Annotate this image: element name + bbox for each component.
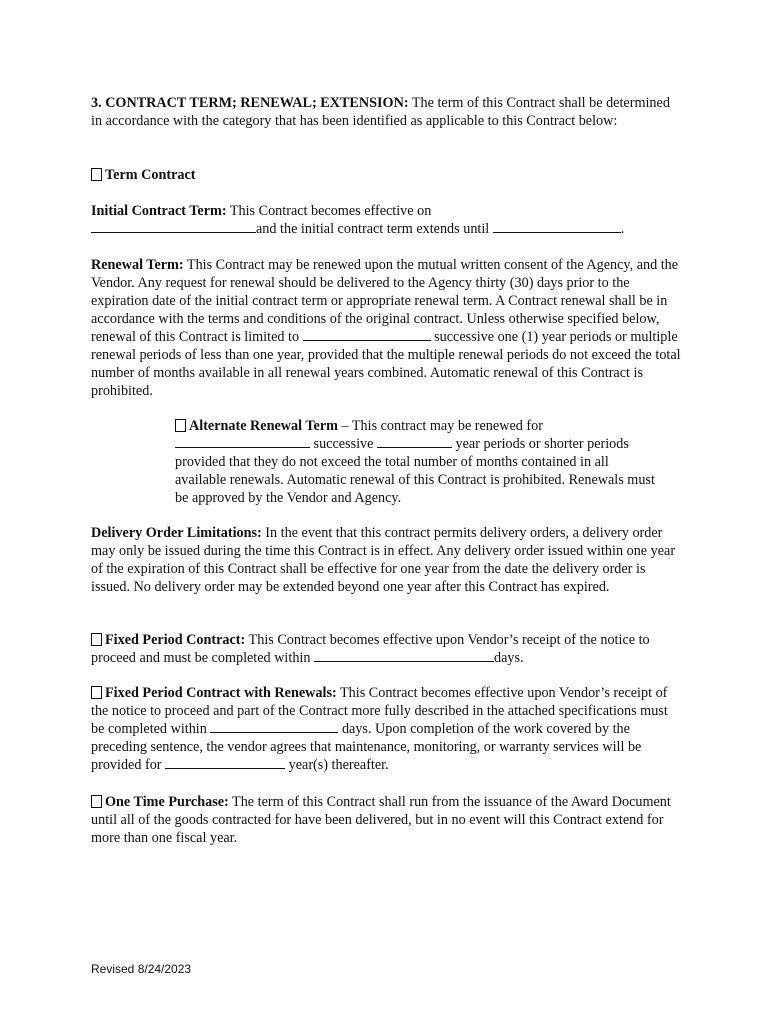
warranty-years-field[interactable] bbox=[165, 756, 285, 769]
renewal-term-text-a: This Contract may be renewed upon the mutual written consent of the Agency, and the Vendor. Any request for renewal should be delivered to the Agency thirty (30) days prior to the expiration date of the initial contract term or appropriate renewal term. A Contract renewal shall be in accordance with the terms and conditions of the original contract. Unless otherwise specified below, renewal of this Contract is limited to bbox=[91, 257, 679, 345]
delivery-order-heading: Delivery Order Limitations: bbox=[91, 525, 262, 541]
revision-footer: Revised 8/24/2023 bbox=[91, 962, 192, 976]
renewal-count-field[interactable] bbox=[303, 328, 431, 341]
section-3-paragraph bbox=[91, 94, 681, 130]
initial-term-text-a: This Contract becomes effective on bbox=[226, 203, 432, 219]
alternate-renewal-checkbox[interactable] bbox=[175, 419, 186, 432]
one-time-purchase-heading: One Time Purchase: bbox=[105, 794, 229, 810]
section-3-intro: The term of this Contract shall be determined in accordance with the category that has been identified as applicable to this Contract below: bbox=[91, 95, 670, 129]
delivery-order-paragraph bbox=[91, 524, 681, 596]
term-contract-checkbox[interactable] bbox=[91, 168, 102, 181]
alternate-renewal-years-field[interactable] bbox=[377, 435, 452, 448]
fixed-period-renewals-text-b: days. Upon completion of the work covered by the preceding sentence, the vendor agrees that maintenance, monitoring, or warranty services will be provided for bbox=[91, 721, 642, 773]
fixed-period-text-b: days. bbox=[494, 650, 524, 666]
initial-term-text-b: and the initial contract term extends until bbox=[256, 221, 493, 237]
fixed-period-renewals-text-c: year(s) thereafter. bbox=[285, 757, 389, 773]
fixed-period-renewals-days-field[interactable] bbox=[210, 720, 338, 733]
term-end-date-field[interactable] bbox=[493, 220, 621, 233]
one-time-purchase-checkbox[interactable] bbox=[91, 795, 102, 808]
fixed-period-text-a: This Contract becomes effective upon Vendor’s receipt of the notice to proceed and must be completed within bbox=[91, 632, 650, 666]
alternate-renewal-text-c: year periods or shorter periods provided that they do not exceed the total number of months contained in all available renewals. Automatic renewal of this Contract is prohibited. Renewals must be approved by the Vendor and Agency. bbox=[175, 436, 655, 506]
initial-term-heading: Initial Contract Term: bbox=[91, 203, 227, 219]
one-time-purchase-text: The term of this Contract shall run from the issuance of the Award Document until all of the goods contracted for have been delivered, but in no event will this Contract extend for more than one fiscal year. bbox=[91, 794, 671, 846]
term-contract-label: Term Contract bbox=[105, 167, 196, 183]
fixed-period-days-field[interactable] bbox=[314, 649, 494, 662]
initial-term-paragraph bbox=[91, 202, 681, 238]
initial-term-text-c: . bbox=[620, 221, 625, 237]
alternate-renewal-heading: Alternate Renewal Term bbox=[189, 418, 338, 434]
alternate-renewal-count-field[interactable] bbox=[175, 435, 310, 448]
alternate-renewal-paragraph bbox=[175, 417, 655, 507]
fixed-period-renewals-checkbox[interactable] bbox=[91, 686, 102, 699]
effective-date-field[interactable] bbox=[91, 220, 256, 233]
one-time-purchase-paragraph bbox=[91, 793, 681, 847]
fixed-period-checkbox[interactable] bbox=[91, 633, 102, 646]
delivery-order-text: In the event that this contract permits delivery orders, a delivery order may only be issued during the time this Contract is in effect. Any delivery order issued within one year of the expiration of this Contract shall be effective for one year from the date the delivery order is issued. No delivery order may be extended beyond one year after this Contract has expired. bbox=[91, 525, 676, 595]
fixed-period-renewals-heading: Fixed Period Contract with Renewals: bbox=[105, 685, 337, 701]
alternate-renewal-text-b: successive bbox=[310, 436, 377, 452]
renewal-term-paragraph bbox=[91, 256, 681, 400]
renewal-term-heading: Renewal Term: bbox=[91, 257, 184, 273]
fixed-period-heading: Fixed Period Contract: bbox=[105, 632, 246, 648]
fixed-period-renewals-text-a: This Contract becomes effective upon Vendor’s receipt of the notice to proceed and part of the Contract more fully described in the attached specifications must be completed within bbox=[91, 685, 668, 737]
section-3-heading: 3. CONTRACT TERM; RENEWAL; EXTENSION: bbox=[91, 95, 409, 111]
alternate-renewal-text-a: – This contract may be renewed for bbox=[337, 418, 543, 434]
renewal-term-text-b: successive one (1) year periods or multiple renewal periods of less than one year, provided that the multiple renewal periods do not exceed the total number of months available in all renewal years combined. Automatic renewal of this Contract is prohibited. bbox=[91, 329, 681, 399]
term-contract-option bbox=[91, 166, 681, 184]
fixed-period-paragraph bbox=[91, 631, 681, 667]
fixed-period-renewals-paragraph bbox=[91, 684, 681, 774]
